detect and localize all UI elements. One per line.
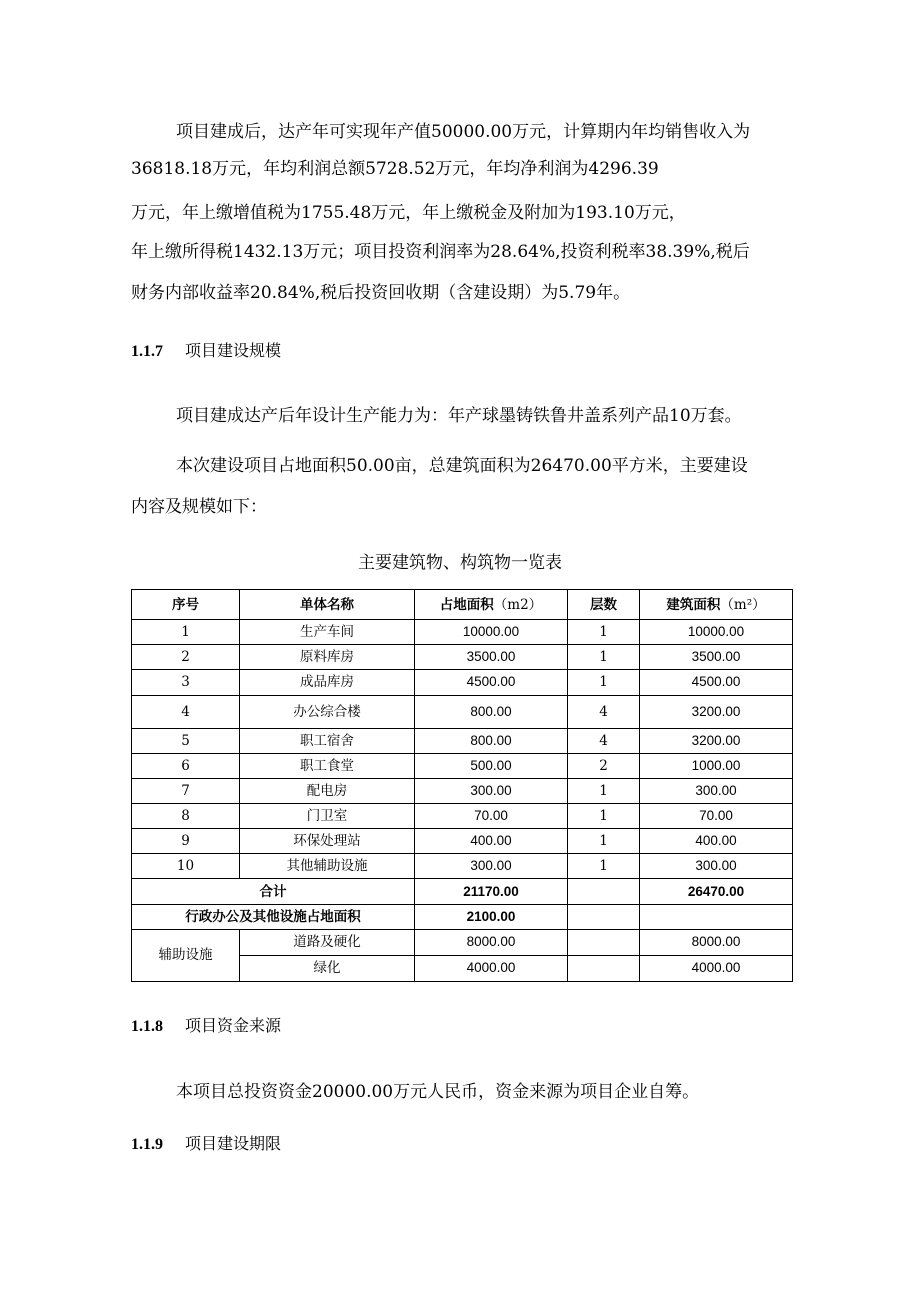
row-land-area: 500.00 (415, 753, 568, 778)
row-building-area: 3200.00 (640, 695, 793, 728)
row-no: 6 (132, 753, 240, 778)
row-name: 成品库房 (240, 670, 415, 695)
aux-row-building-area: 4000.00 (640, 955, 793, 981)
section-title: 项目建设期限 (185, 1134, 282, 1153)
row-name: 其他辅助设施 (240, 854, 415, 879)
row-floors: 1 (568, 670, 640, 695)
table-row (132, 854, 793, 879)
row-building-area: 3200.00 (640, 728, 793, 753)
row-no: 5 (132, 728, 240, 753)
intro-line-5: 财务内部收益率20.84%,税后投资回收期（含建设期）为5.79年。 (131, 283, 631, 303)
intro-line-2: 36818.18万元，年均利润总额5728.52万元，年均净利润为4296.39 (131, 159, 659, 179)
row-land-area: 300.00 (415, 778, 568, 803)
row-name: 配电房 (240, 778, 415, 803)
section-heading-1-1-9 (131, 1133, 281, 1156)
row-land-area: 4500.00 (415, 670, 568, 695)
row-no: 3 (132, 670, 240, 695)
section-title: 项目资金来源 (185, 1016, 282, 1035)
table-caption: 主要建筑物、构筑物一览表 (358, 553, 562, 573)
aux-row-floors (568, 955, 640, 981)
row-name: 环保处理站 (240, 829, 415, 854)
row-floors: 1 (568, 804, 640, 829)
row-floors: 1 (568, 620, 640, 645)
row-name: 办公综合楼 (240, 695, 415, 728)
row-name: 门卫室 (240, 804, 415, 829)
row-name: 生产车间 (240, 620, 415, 645)
row-no: 2 (132, 645, 240, 670)
row-no: 10 (132, 854, 240, 879)
table-row (132, 753, 793, 778)
table-row (132, 778, 793, 803)
row-building-area: 4500.00 (640, 670, 793, 695)
row-building-area: 400.00 (640, 829, 793, 854)
aux-row-land-area: 8000.00 (415, 929, 568, 955)
header-floors: 层数 (568, 590, 640, 620)
row-no: 4 (132, 695, 240, 728)
row-no: 8 (132, 804, 240, 829)
row-floors: 1 (568, 829, 640, 854)
admin-row (132, 904, 793, 929)
table-row (132, 829, 793, 854)
aux-row-1 (132, 929, 793, 955)
row-building-area: 300.00 (640, 778, 793, 803)
buildings-table (131, 589, 793, 982)
row-building-area: 1000.00 (640, 753, 793, 778)
header-land-area: 占地面积（m2） (415, 590, 568, 620)
admin-building-area (640, 904, 793, 929)
row-land-area: 70.00 (415, 804, 568, 829)
aux-row-name: 绿化 (240, 955, 415, 981)
total-label: 合计 (132, 879, 415, 904)
section-title: 项目建设规模 (185, 341, 282, 360)
section-heading-1-1-7 (131, 340, 281, 363)
section-heading-1-1-8 (131, 1015, 281, 1038)
capacity-paragraph: 项目建成达产后年设计生产能力为：年产球墨铸铁鲁井盖系列产品10万套。 (176, 406, 742, 426)
row-building-area: 300.00 (640, 854, 793, 879)
aux-row-building-area: 8000.00 (640, 929, 793, 955)
table-row (132, 728, 793, 753)
header-no: 序号 (132, 590, 240, 620)
row-land-area: 3500.00 (415, 645, 568, 670)
header-building-area: 建筑面积（m²） (640, 590, 793, 620)
row-name: 职工食堂 (240, 753, 415, 778)
total-building-area: 26470.00 (640, 879, 793, 904)
row-name: 原料库房 (240, 645, 415, 670)
intro-line-1: 项目建成后，达产年可实现年产值50000.00万元，计算期内年均销售收入为 (176, 122, 751, 142)
section-number: 1.1.7 (131, 343, 163, 360)
intro-line-4: 年上缴所得税1432.13万元；项目投资利润率为28.64%,投资利税率38.39%,税后 (131, 242, 750, 262)
row-floors: 1 (568, 854, 640, 879)
funding-paragraph: 本项目总投资资金20000.00万元人民币，资金来源为项目企业自筹。 (176, 1082, 700, 1102)
aux-row-name: 道路及硬化 (240, 929, 415, 955)
row-land-area: 300.00 (415, 854, 568, 879)
admin-label: 行政办公及其他设施占地面积 (132, 904, 415, 929)
table-row (132, 645, 793, 670)
header-name: 单体名称 (240, 590, 415, 620)
aux-row-floors (568, 929, 640, 955)
row-building-area: 3500.00 (640, 645, 793, 670)
total-land-area: 21170.00 (415, 879, 568, 904)
total-row (132, 879, 793, 904)
admin-land-area: 2100.00 (415, 904, 568, 929)
row-building-area: 10000.00 (640, 620, 793, 645)
aux-label: 辅助设施 (132, 929, 240, 981)
row-land-area: 800.00 (415, 695, 568, 728)
row-land-area: 10000.00 (415, 620, 568, 645)
aux-row-land-area: 4000.00 (415, 955, 568, 981)
row-floors: 1 (568, 778, 640, 803)
table-row (132, 695, 793, 728)
total-floors (568, 879, 640, 904)
row-floors: 1 (568, 645, 640, 670)
row-building-area: 70.00 (640, 804, 793, 829)
admin-floors (568, 904, 640, 929)
table-row (132, 620, 793, 645)
row-land-area: 400.00 (415, 829, 568, 854)
row-land-area: 800.00 (415, 728, 568, 753)
row-floors: 4 (568, 695, 640, 728)
scale-paragraph-line-1: 本次建设项目占地面积50.00亩，总建筑面积为26470.00平方米，主要建设 (176, 456, 748, 476)
table-row (132, 670, 793, 695)
row-floors: 2 (568, 753, 640, 778)
scale-paragraph-line-2: 内容及规模如下： (131, 497, 267, 517)
intro-line-3: 万元，年上缴增值税为1755.48万元，年上缴税金及附加为193.10万元， (131, 203, 686, 223)
table-row (132, 804, 793, 829)
row-name: 职工宿舍 (240, 728, 415, 753)
section-number: 1.1.8 (131, 1018, 163, 1035)
row-floors: 4 (568, 728, 640, 753)
table-header-row (132, 590, 793, 620)
row-no: 9 (132, 829, 240, 854)
row-no: 1 (132, 620, 240, 645)
section-number: 1.1.9 (131, 1136, 163, 1153)
row-no: 7 (132, 778, 240, 803)
